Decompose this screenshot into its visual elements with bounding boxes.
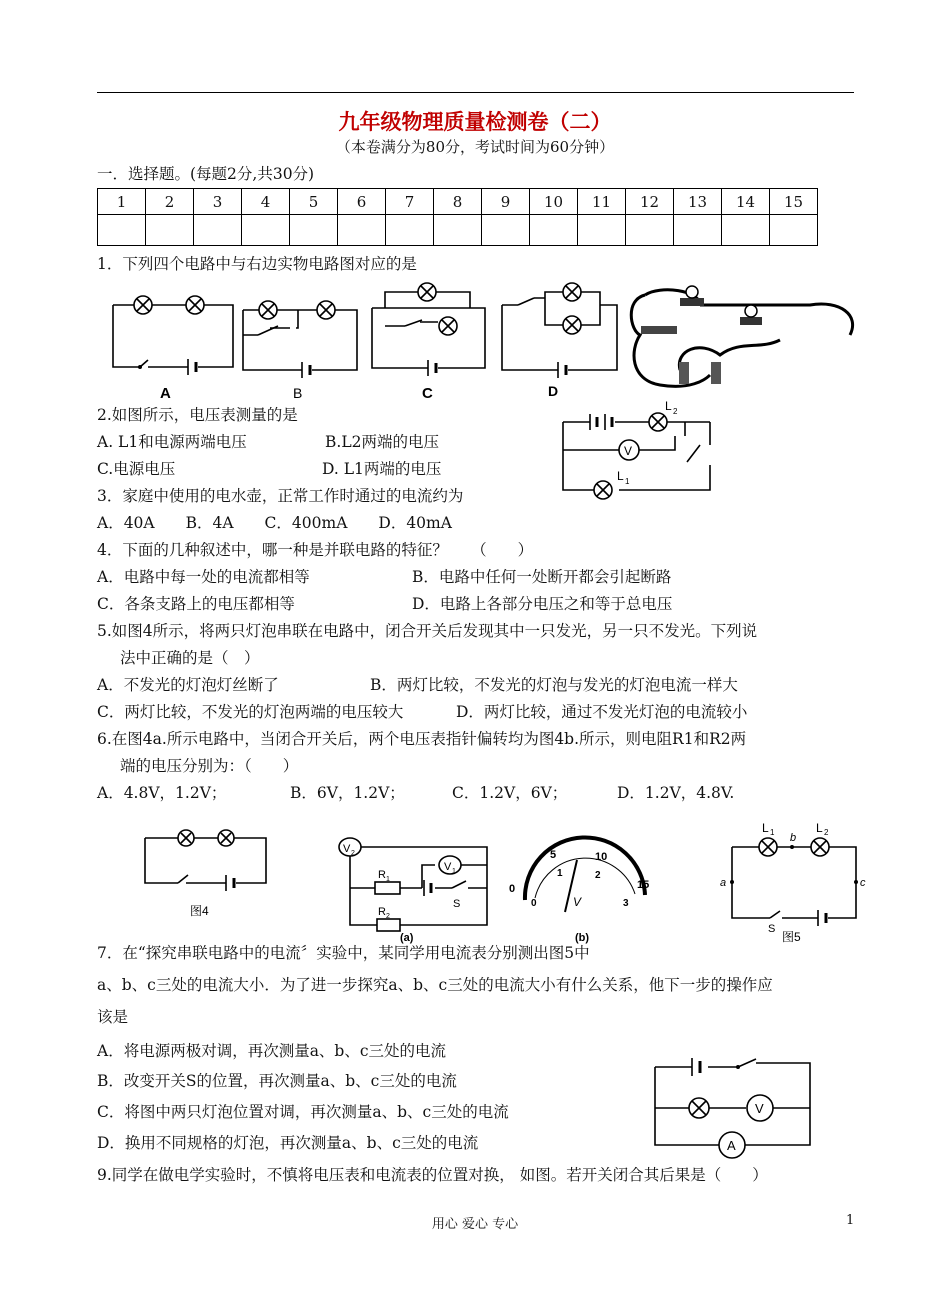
v1-subscript: 1 [452,868,456,875]
fig5-l1-label: L [762,821,769,835]
q9-ammeter-label: A [727,1138,736,1153]
question-5-stem-line1: 5.如图4所示，将两只灯泡串联在电路中，闭合开关后发现其中一只发光，另一只不发光。下列说 [97,622,758,640]
fig5-l2-label: L [816,821,823,835]
question-5-option-a: A．不发光的灯泡灯丝断了 [97,676,279,694]
answer-cell-9[interactable] [482,215,530,246]
answer-number-3: 3 [194,189,242,215]
figure-5-caption: 图5 [782,930,801,944]
physical-circuit-image [631,286,852,386]
answer-cell-7[interactable] [386,215,434,246]
question-6-option-c: C．1.2V，6V； [452,784,568,802]
question-7-option-c: C．将图中两只灯泡位置对调，再次测量a、b、c三处的电流 [97,1103,509,1121]
q2-l2-subscript: 2 [673,407,678,416]
answer-cell-11[interactable] [578,215,626,246]
fig5-l1-subscript: 1 [770,828,775,837]
question-1-circuits [100,280,740,400]
answer-cell-3[interactable] [194,215,242,246]
answer-cell-12[interactable] [626,215,674,246]
circuit-b [243,301,357,401]
figure-4 [140,820,280,920]
meter-tick-outer-15: 15 [637,879,650,891]
q2-l2-label: L [665,399,672,413]
answer-number-12: 12 [626,189,674,215]
r2-subscript: 2 [386,913,390,920]
circuit-label-d: D [548,383,559,399]
question-3-stem: 3．家庭中使用的电水壶，正常工作时通过的电流约为 [97,487,464,505]
v2-label: V [343,843,351,855]
circuit-label-c: C [422,385,433,402]
answer-cell-14[interactable] [722,215,770,246]
meter-tick-outer-10: 10 [595,851,608,863]
circuit-label-b: B [293,385,303,401]
figure-4b-caption: (b) [575,932,590,944]
fig5-switch-label: S [768,923,776,935]
circuit-label-a: A [160,385,171,402]
question-4-option-c: C．各条支路上的电压都相等 [97,595,295,613]
question-2-option-c: C.电源电压 [97,460,176,478]
fig5-point-b: b [790,832,797,844]
question-6-option-a: A．4.8V，1.2V； [97,784,227,802]
question-9-circuit [650,1055,820,1160]
figure-4-caption: 图4 [190,904,209,918]
answer-number-11: 11 [578,189,626,215]
question-6-option-d: D．1.2V，4.8V. [617,784,735,802]
answer-number-4: 4 [242,189,290,215]
figure-4a [340,825,500,945]
answer-table [97,188,818,246]
r1-subscript: 1 [386,876,390,883]
answer-number-1: 1 [98,189,146,215]
r2-label: R [378,906,386,918]
r1-label: R [378,869,386,881]
meter-tick-inner-0: 0 [531,898,537,909]
answer-number-2: 2 [146,189,194,215]
question-7-stem-line1: 7．在“探究串联电路中的电流〞实验中，某同学用电流表分别测出图5中 [97,944,590,962]
answer-number-15: 15 [770,189,818,215]
answer-cell-13[interactable] [674,215,722,246]
question-7-stem-line2: a、b、c三处的电流大小．为了进一步探究a、b、c三处的电流大小有什么关系，他下一步的操作应 [97,976,773,994]
question-4-option-b: B．电路中任何一处断开都会引起断路 [412,568,672,586]
q2-l1-subscript: 1 [625,477,630,486]
question-6-stem-line2: 端的电压分别为：（ ） [120,757,299,775]
answer-number-7: 7 [386,189,434,215]
header-rule [97,92,854,93]
q9-voltmeter-label: V [755,1101,764,1116]
answer-number-5: 5 [290,189,338,215]
switch-s-label: S [453,898,461,910]
question-5-option-c: C．两灯比较，不发光的灯泡两端的电压较大 [97,703,404,721]
question-2-circuit [555,400,725,500]
page-subtitle: （本卷满分为80分，考试时间为60分钟） [335,138,615,156]
answer-number-10: 10 [530,189,578,215]
question-4-option-d: D．电路上各部分电压之和等于总电压 [412,595,673,613]
question-2-option-b: B.L2两端的电压 [325,433,439,451]
question-2-option-a: A. L1和电源两端电压 [97,433,247,451]
question-6-stem-line1: 6.在图4a.所示电路中，当闭合开关后，两个电压表指针偏转均为图4b.所示，则电阻R1和R2两 [97,730,747,748]
question-7-option-a: A．将电源两极对调，再次测量a、b、c三处的电流 [97,1042,447,1060]
answer-cell-5[interactable] [290,215,338,246]
answer-cell-10[interactable] [530,215,578,246]
page-number: 1 [846,1213,855,1228]
question-7-option-d: D．换用不同规格的灯泡，再次测量a、b、c三处的电流 [97,1134,479,1152]
question-2-option-d: D. L1两端的电压 [322,460,442,478]
answer-number-13: 13 [674,189,722,215]
answer-number-9: 9 [482,189,530,215]
question-4-stem: 4．下面的几种叙述中，哪一种是并联电路的特征？ （ ） [97,541,534,559]
circuit-a [113,296,233,402]
answer-table-header-row [98,189,818,215]
v1-label: V [444,861,452,873]
answer-number-14: 14 [722,189,770,215]
v2-subscript: 2 [351,850,355,857]
fig5-point-c: c [860,877,866,889]
meter-tick-inner-3: 3 [623,898,629,909]
question-7-stem-line3: 该是 [97,1008,129,1026]
figure-5 [720,815,870,945]
meter-tick-inner-2: 2 [595,870,601,881]
fig5-l2-subscript: 2 [824,828,829,837]
meter-tick-outer-0: 0 [509,883,516,895]
answer-cell-6[interactable] [338,215,386,246]
answer-number-6: 6 [338,189,386,215]
answer-cell-4[interactable] [242,215,290,246]
fig5-point-a: a [720,877,727,889]
answer-number-8: 8 [434,189,482,215]
answer-cell-1[interactable] [98,215,146,246]
answer-cell-2[interactable] [146,215,194,246]
question-5-option-b: B．两灯比较，不发光的灯泡与发光的灯泡电流一样大 [370,676,738,694]
q2-voltmeter-label: V [624,444,633,458]
answer-cell-8[interactable] [434,215,482,246]
question-3-options: A．40A B．4A C．400mA D．40mA [97,514,452,532]
question-1-stem: 1．下列四个电路中与右边实物电路图对应的是 [97,255,417,273]
figure-4a-caption: (a) [400,932,414,944]
question-2-stem: 2.如图所示，电压表测量的是 [97,406,298,424]
circuit-c [372,283,485,402]
q2-l1-label: L [617,469,624,483]
page-title: 九年级物理质量检测卷（二） [338,109,612,134]
question-9-stem: 9.同学在做电学实验时，不慎将电压表和电流表的位置对换， 如图。若开关闭合其后果是（ ） [97,1166,768,1184]
meter-tick-inner-1: 1 [557,868,563,879]
figure-4b-meter [505,840,655,945]
question-5-stem-line2: 法中正确的是（ ） [120,649,260,667]
answer-table-blank-row [98,215,818,246]
question-5-option-d: D．两灯比较，通过不发光灯泡的电流较小 [456,703,748,721]
circuit-d [502,283,617,399]
answer-cell-15[interactable] [770,215,818,246]
question-4-option-a: A．电路中每一处的电流都相等 [97,568,310,586]
section-heading: 一．选择题。(每题2分,共30分) [97,165,315,183]
question-7-option-b: B．改变开关S的位置，再次测量a、b、c三处的电流 [97,1072,457,1090]
question-6-option-b: B．6V，1.2V； [290,784,405,802]
meter-unit-label: V [573,895,582,909]
page-footer: 用心 爱心 专心 [431,1217,519,1232]
meter-tick-outer-5: 5 [550,849,557,861]
